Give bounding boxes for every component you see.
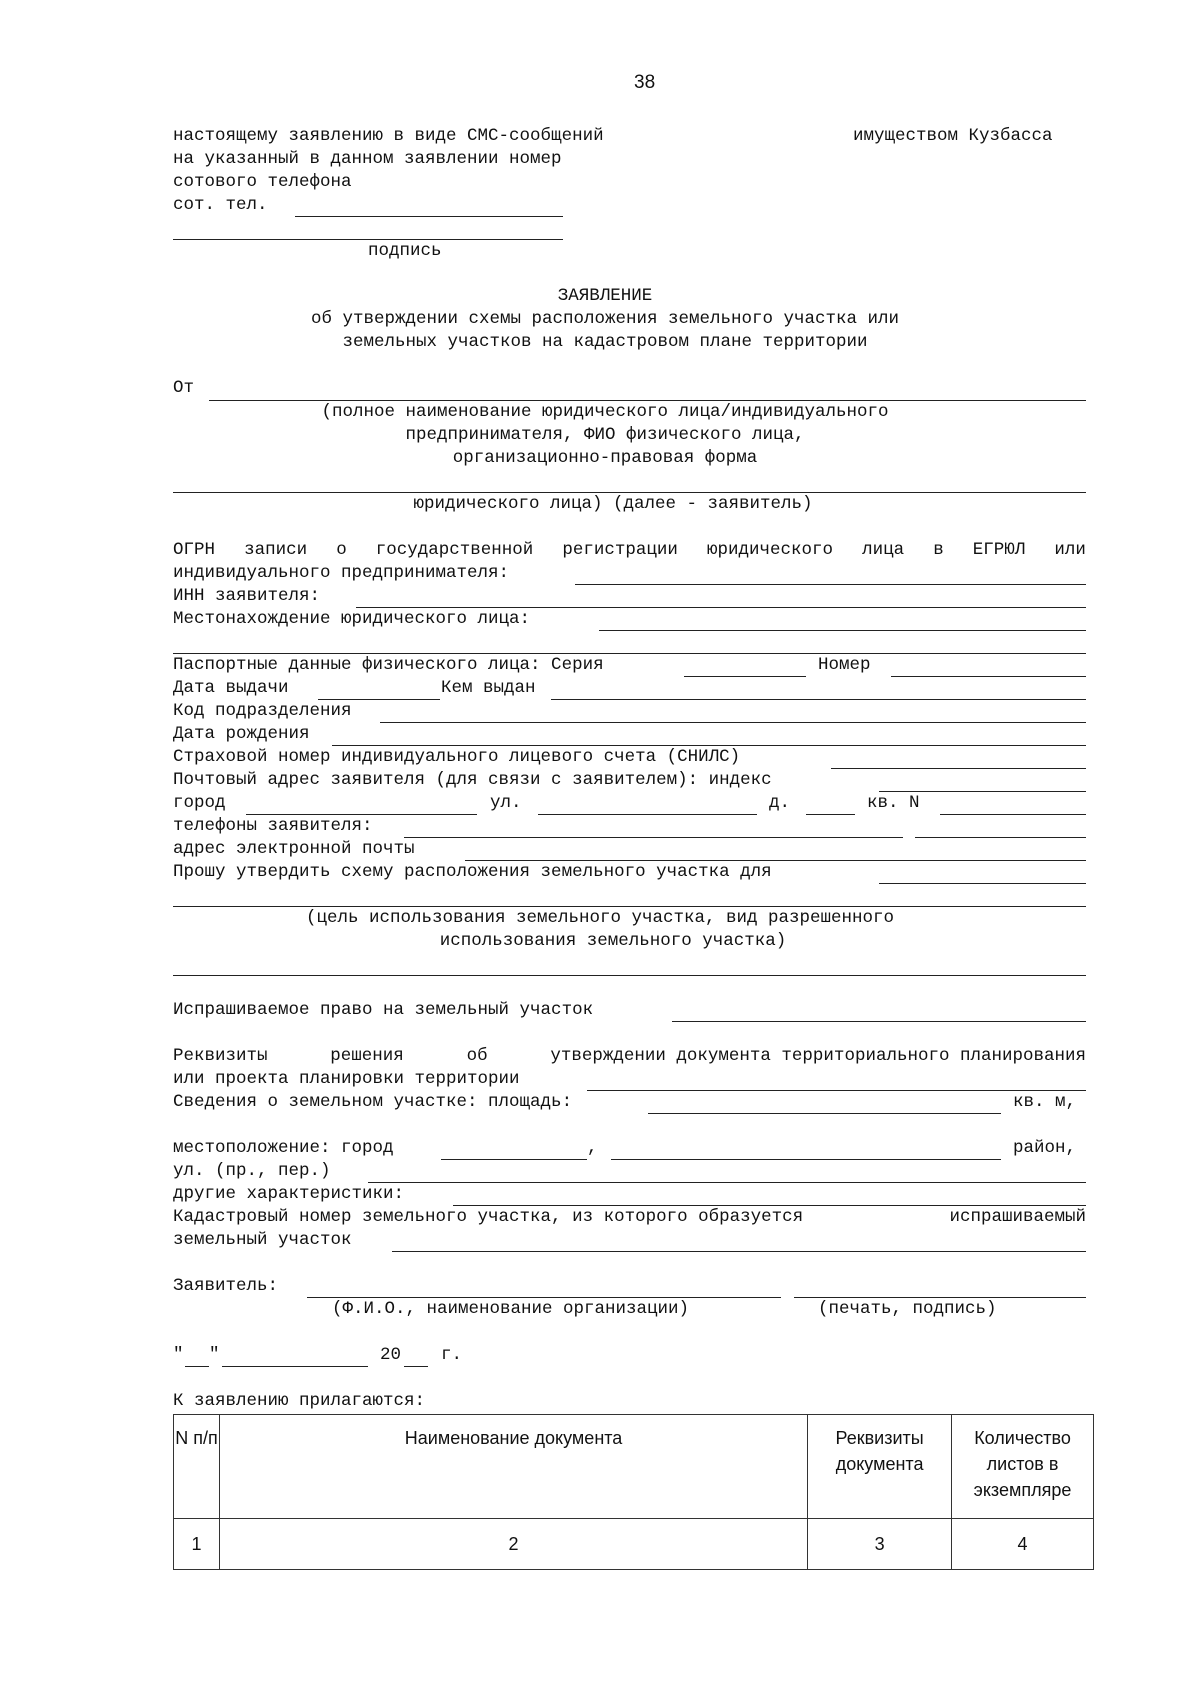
table-header-cell: Реквизиты документа	[808, 1415, 952, 1519]
applicant-signature-label: Заявитель:	[173, 1276, 279, 1296]
ogrn-word: ЕГРЮЛ	[972, 540, 1026, 560]
street-line[interactable]	[538, 814, 757, 815]
signature-caption: подпись	[368, 241, 442, 261]
ogrn-word: лица	[862, 540, 905, 560]
inn-input-line[interactable]	[356, 607, 1086, 608]
snils-line[interactable]	[831, 768, 1086, 769]
date-quote-close: "	[209, 1345, 220, 1365]
requisites-word: Реквизиты	[173, 1046, 268, 1066]
house-label: д.	[769, 793, 791, 813]
page-number: 38	[634, 72, 656, 93]
plot-info-label: Сведения о земельном участке: площадь:	[173, 1092, 573, 1112]
request-label: Прошу утвердить схему расположения земельного участка для	[173, 862, 772, 882]
applicant-caption-4: юридического лица) (далее - заявитель)	[413, 494, 813, 514]
attachments-label: К заявлению прилагаются:	[173, 1391, 426, 1411]
street-full-line[interactable]	[368, 1182, 1086, 1183]
issued-by-line[interactable]	[551, 699, 1086, 700]
district-line[interactable]	[611, 1159, 1001, 1160]
area-line[interactable]	[648, 1113, 1001, 1114]
requisites-word: решения	[330, 1046, 404, 1066]
issue-date-label: Дата выдачи	[173, 678, 289, 698]
document-subtitle-1: об утверждении схемы расположения земельного участка или	[310, 309, 900, 329]
city-label: город	[173, 793, 226, 813]
sq-m-label: кв. м,	[1013, 1092, 1077, 1112]
passport-label: Паспортные данные физического лица: Серия	[173, 655, 604, 675]
street-label: ул.	[490, 793, 522, 813]
other-line[interactable]	[453, 1205, 1086, 1206]
date-month-line[interactable]	[222, 1366, 368, 1367]
requisites-word: утверждении документа территориального планирования	[550, 1046, 1086, 1066]
district-label: район,	[1013, 1138, 1077, 1158]
phone-line-2[interactable]	[915, 837, 1086, 838]
stamp-signature-line[interactable]	[794, 1297, 1086, 1298]
postal-label: Почтовый адрес заявителя (для связи с заявителем): индекс	[173, 770, 772, 790]
table-cell: 2	[219, 1519, 807, 1570]
table-cell: 1	[174, 1519, 220, 1570]
passport-number-line[interactable]	[891, 676, 1086, 677]
inn-label: ИНН заявителя:	[173, 586, 321, 606]
birth-date-label: Дата рождения	[173, 724, 310, 744]
applicant-name-line[interactable]	[209, 400, 1086, 401]
document-title: ЗАЯВЛЕНИЕ	[557, 286, 653, 306]
applicant-caption-3: организационно-правовая форма	[452, 448, 758, 468]
location-city-line[interactable]	[441, 1159, 587, 1160]
table-header-row	[174, 1415, 1094, 1519]
applicant-caption-2: предпринимателя, ФИО физического лица,	[405, 425, 805, 445]
name-caption: (Ф.И.О., наименование организации)	[332, 1299, 690, 1319]
sms-consent-line-3: сотового телефона	[173, 172, 352, 192]
purpose-caption-2: использования земельного участка)	[439, 931, 787, 951]
purpose-caption-1: (цель использования земельного участка, вид разрешенного	[305, 908, 895, 928]
table-row	[174, 1519, 1094, 1570]
ogrn-line	[173, 540, 1086, 560]
applicant-form-line[interactable]	[173, 492, 1086, 493]
ogrn-word: записи	[244, 540, 308, 560]
ogrn-word: или	[1054, 540, 1086, 560]
cadastral-label-2: земельный участок	[173, 1230, 352, 1250]
phone-line-1[interactable]	[404, 837, 903, 838]
ogrn-label-2: индивидуального предпринимателя:	[173, 563, 510, 583]
passport-series-line[interactable]	[684, 676, 806, 677]
table-header-cell: Наименование документа	[219, 1415, 807, 1519]
table-cell: 4	[952, 1519, 1094, 1570]
ogrn-input-line[interactable]	[575, 584, 1086, 585]
requisites-line-input[interactable]	[587, 1090, 1086, 1091]
applicant-caption-1: (полное наименование юридического лица/индивидуального	[321, 402, 889, 422]
date-year-prefix: 20	[380, 1345, 402, 1365]
right-requested-line[interactable]	[672, 1021, 1086, 1022]
division-code-line[interactable]	[380, 722, 1086, 723]
request-line[interactable]	[879, 883, 1086, 884]
snils-label: Страховой номер индивидуального лицевого счета (СНИЛС)	[173, 747, 741, 767]
issue-date-line[interactable]	[318, 699, 440, 700]
house-line[interactable]	[806, 814, 855, 815]
date-year-line[interactable]	[404, 1366, 428, 1367]
phones-label: телефоны заявителя:	[173, 816, 373, 836]
ogrn-word: государственной	[375, 540, 534, 560]
purpose-line[interactable]	[173, 906, 1086, 907]
location-input-line[interactable]	[599, 630, 1086, 631]
sms-consent-line-2: на указанный в данном заявлении номер	[173, 149, 562, 169]
street-full-label: ул. (пр., пер.)	[173, 1161, 331, 1181]
ogrn-word: ОГРН	[173, 540, 216, 560]
comma: ,	[587, 1138, 598, 1158]
table-cell: 3	[808, 1519, 952, 1570]
ogrn-word: в	[933, 540, 944, 560]
email-line[interactable]	[465, 860, 1086, 861]
date-year-suffix: г.	[441, 1345, 463, 1365]
apartment-line[interactable]	[940, 814, 1086, 815]
cadastral-line	[173, 1207, 1086, 1227]
location-label: Местонахождение юридического лица:	[173, 609, 531, 629]
ogrn-word: юридического	[707, 540, 834, 560]
applicant-name-signature-line[interactable]	[307, 1297, 781, 1298]
email-label: адрес электронной почты	[173, 839, 415, 859]
requisites-word: об	[466, 1046, 488, 1066]
location-input-line-2[interactable]	[173, 653, 1086, 654]
requisites-label-2: или проекта планировки территории	[173, 1069, 520, 1089]
table-header-cell: Количество листов в экземпляре	[952, 1415, 1094, 1519]
from-label: От	[173, 378, 195, 398]
phone-label: сот. тел.	[173, 195, 268, 215]
passport-number-label: Номер	[818, 655, 871, 675]
signature-line-top[interactable]	[173, 239, 563, 240]
cadastral-text: испрашиваемый	[949, 1207, 1086, 1227]
date-day-line[interactable]	[185, 1366, 209, 1367]
city-line[interactable]	[246, 814, 477, 815]
postal-index-line[interactable]	[879, 791, 1086, 792]
location-city-label: местоположение: город	[173, 1138, 394, 1158]
attachments-table	[173, 1414, 1094, 1570]
cadastral-input-line[interactable]	[392, 1251, 1086, 1252]
date-quote-open: "	[173, 1345, 184, 1365]
phone-input-line[interactable]	[295, 216, 563, 217]
issued-by-label: Кем выдан	[441, 678, 536, 698]
apartment-label: кв. N	[867, 793, 920, 813]
requisites-line	[173, 1046, 1086, 1066]
ogrn-word: регистрации	[562, 540, 678, 560]
division-code-label: Код подразделения	[173, 701, 352, 721]
cadastral-text: Кадастровый номер земельного участка, из которого образуется	[173, 1207, 804, 1227]
purpose-line-2[interactable]	[173, 975, 1086, 976]
right-requested-label: Испрашиваемое право на земельный участок	[173, 1000, 594, 1020]
birth-date-line[interactable]	[332, 745, 1086, 746]
table-header-cell: N п/п	[174, 1415, 220, 1519]
sms-consent-line-1: настоящему заявлению в виде СМС-сообщений	[173, 126, 604, 146]
header-right-text: имуществом Кузбасса	[853, 126, 1053, 146]
stamp-caption: (печать, подпись)	[818, 1299, 997, 1319]
ogrn-word: о	[336, 540, 347, 560]
document-subtitle-2: земельных участков на кадастровом плане территории	[342, 332, 868, 352]
other-label: другие характеристики:	[173, 1184, 405, 1204]
